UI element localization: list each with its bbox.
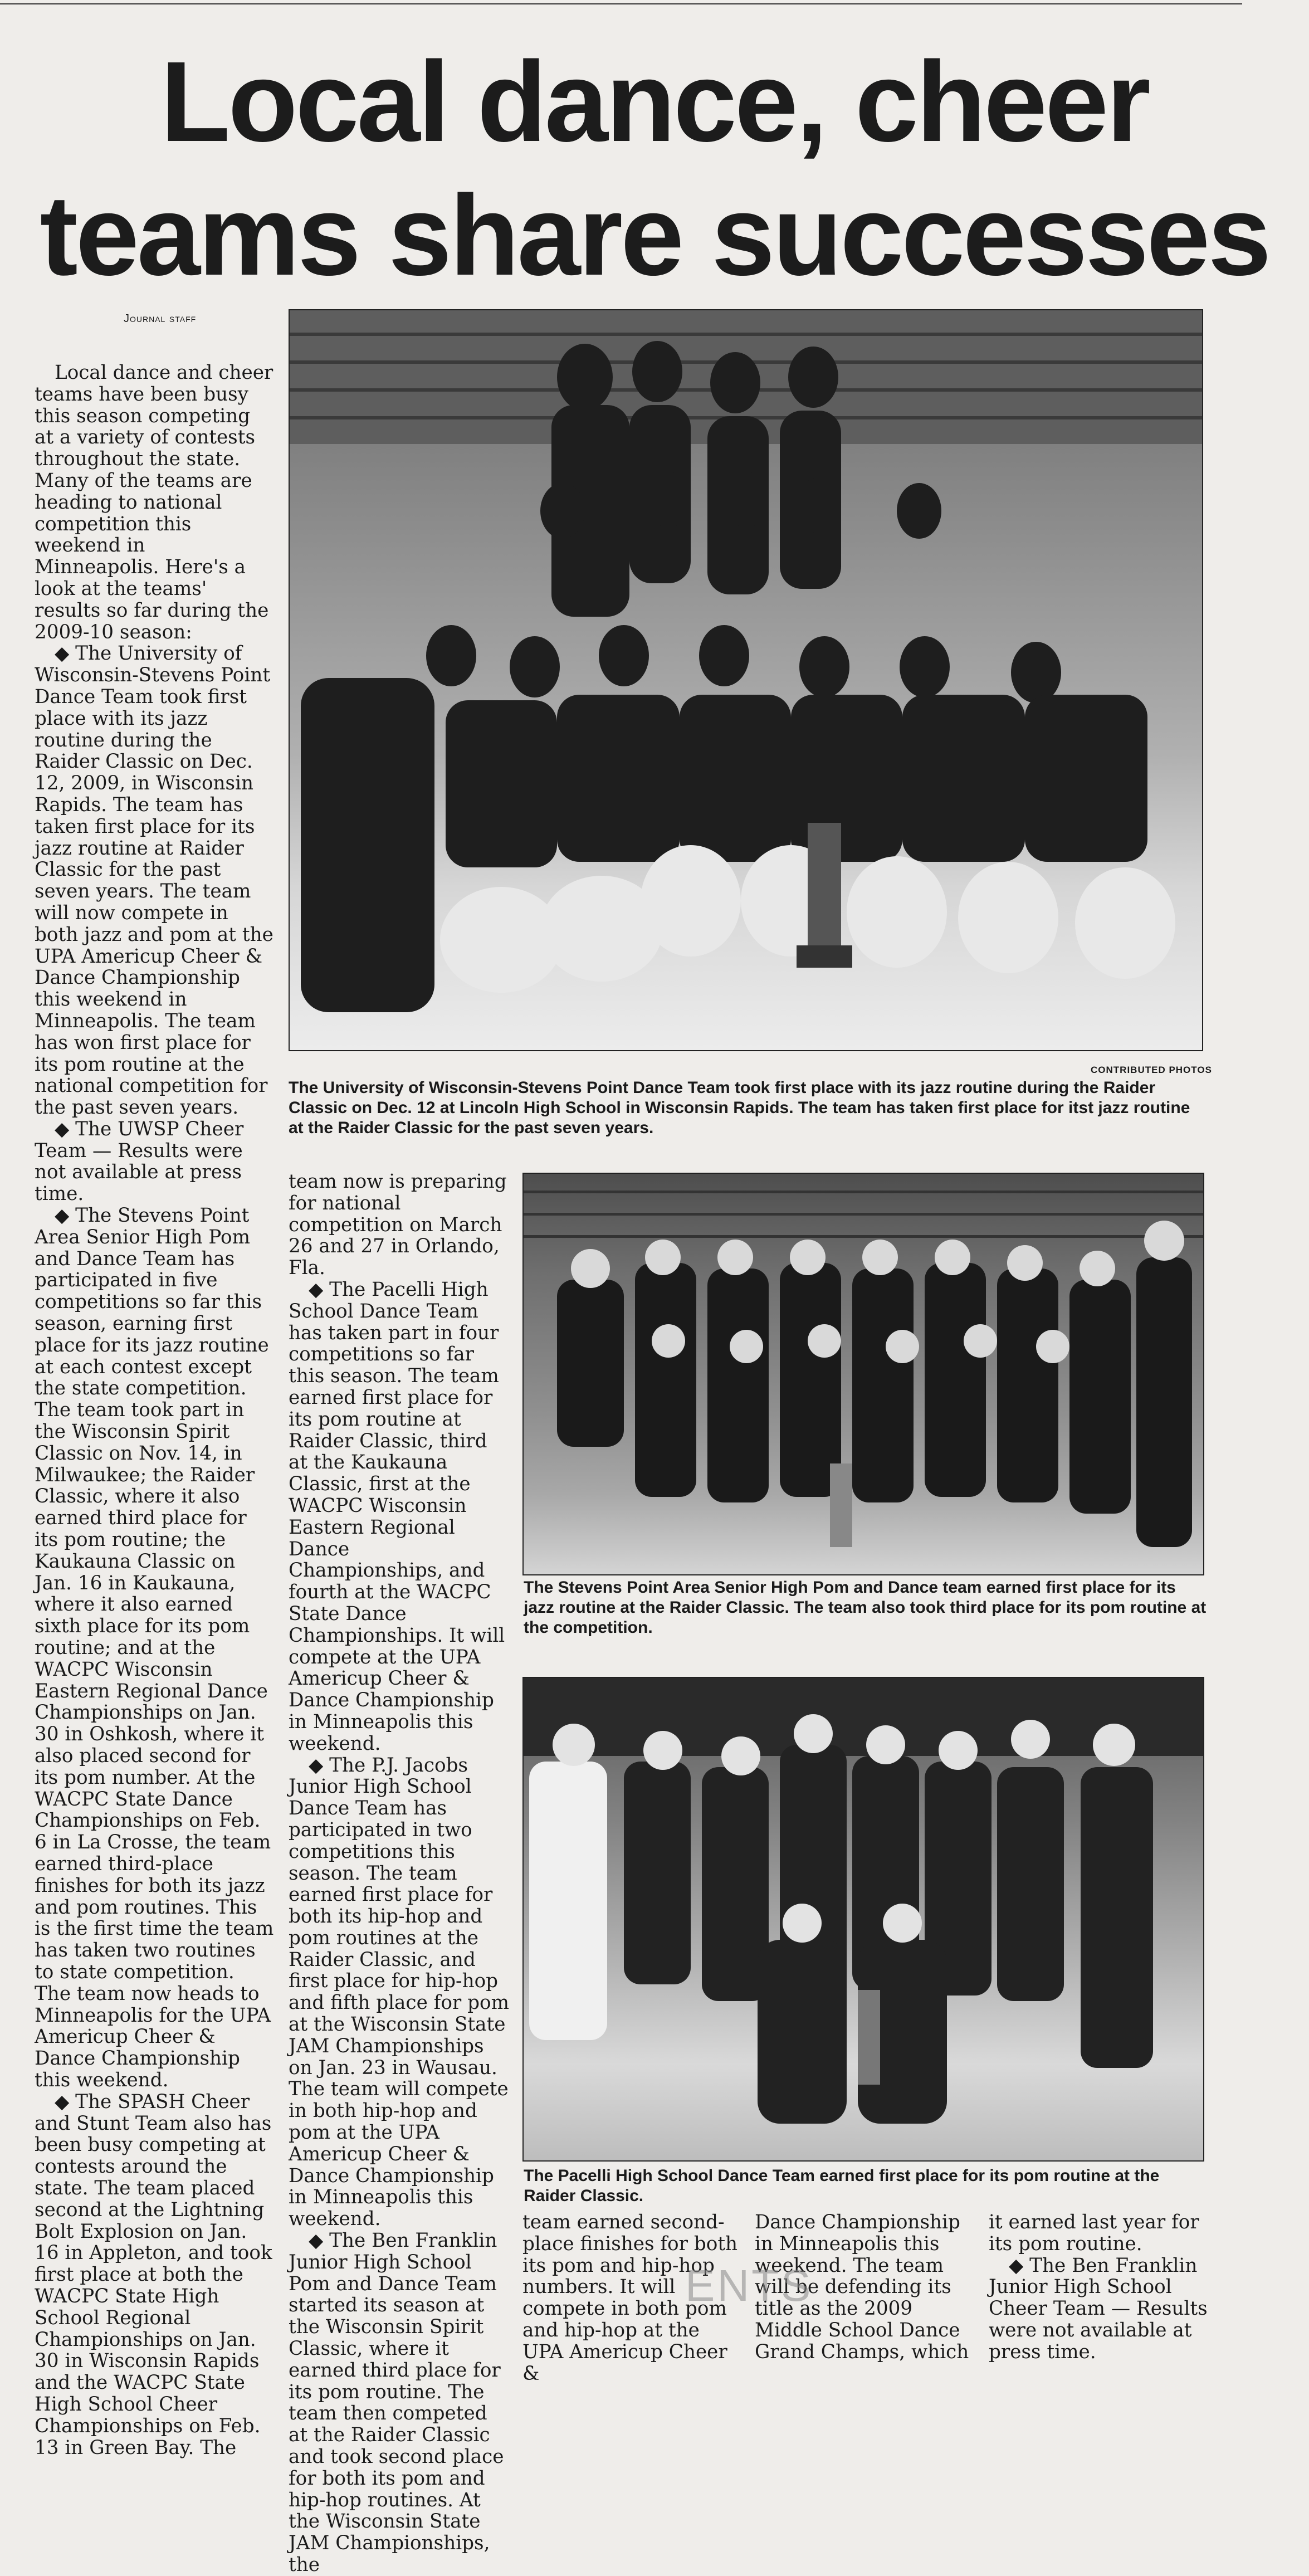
photo-uwsp-dance-team-image	[290, 310, 1203, 1051]
photo-pacelli-dance-team-image	[524, 1678, 1204, 2162]
paragraph-spash-cheer-cont: team now is preparing for national competition on March 26 and 27 in Orlando, Fla.	[289, 1170, 507, 1280]
paragraph-uwsp-cheer: ◆ The UWSP Cheer Team — Results were not available at press time.	[35, 1118, 244, 1206]
paragraph-ben-franklin-cont-1: team earned second-place finishes for both its pom and hip-hop numbers. It will compete in both pom and hip-hop at the UPA Americup Cheer &	[522, 2211, 738, 2385]
paragraph-ben-franklin-cheer: ◆ The Ben Franklin Junior High School Cheer Team — Results were not available at press time.	[989, 2254, 1208, 2363]
paragraph-spash-cheer: ◆ The SPASH Cheer and Stunt Team also has been busy competing at contests around the state. The team placed second at the Lightning Bolt Explosion on Jan. 16 in Appleton, and took first place at both the WACPC State High School Regional Championships on Jan. 30 in Wisconsin Rapids and the WACPC State High School Cheer Championships on Feb. 13 in Green Bay. The	[35, 2090, 272, 2459]
paragraph-spash-dance: ◆ The Stevens Point Area Senior High Pom and Dance Team has participated in five competitions so far this season, earning first place for its jazz routine at each contest except the state competition. The team took part in the Wisconsin Spirit Classic on Nov. 14, in Milwaukee; the Raider Classic, where it also earned third place for its pom routine; the Kaukauna Classic on Jan. 16 in Kaukauna, where it also earned sixth place for its pom routine; and at the WACPC Wisconsin Eastern Regional Dance Championships on Jan. 30 in Oshkosh, where it also placed second for its pom number. At the WACPC State Dance Championships on Feb. 6 in La Crosse, the team earned third-place finishes for both its jazz and pom routines. This is the first time the team has taken two routines to state competition. The team now heads to Minneapolis for the UPA Americup Cheer & Dance Championship this weekend.	[35, 1204, 274, 2091]
caption-spash-dance-team: The Stevens Point Area Senior High Pom and Dance team earned first place for its jazz routine at the Raider Classic. The team also took third place for its pom routine at the competition.	[524, 1578, 1207, 1637]
photo-uwsp-dance-team	[289, 309, 1203, 1051]
paragraph-ben-franklin-cont-2: Dance Championship in Minneapolis this weekend. The team will be defending its title as the 2009 Middle School Dance Grand Champs, which	[755, 2211, 969, 2363]
top-rule	[0, 3, 1242, 4]
paragraph-ben-franklin-cont-3: it earned last year for its pom routine.	[989, 2211, 1199, 2255]
headline-line-2: teams share successes	[40, 172, 1269, 299]
article-column-2	[289, 1171, 509, 2576]
paragraph-intro: Local dance and cheer teams have been busy this season competing at a variety of contests throughout the state. Many of the teams are heading to national competition this weekend in Minneapolis. Here's a look at the teams' results so far during the 2009-10 season:	[35, 362, 273, 643]
watermark-text: ENTS	[685, 2261, 813, 2310]
photo-spash-dance-team	[522, 1173, 1204, 1575]
headline-line-1: Local dance, cheer	[160, 38, 1149, 165]
photo-credit: CONTRIBUTED PHOTOS	[1091, 1065, 1212, 1075]
paragraph-pj-jacobs: ◆ The P.J. Jacobs Junior High School Dance Team has participated in two competitions this season. The team earned first place for both its hip-hop and pom routines at the Raider Classic, and first place for hip-hop and fifth place for pom at the Wisconsin State JAM Championships on Jan. 23 in Wausau. The team will compete in both hip-hop and pom at the UPA Americup Cheer & Dance Championship in Minneapolis this weekend.	[289, 1754, 510, 2231]
article-column-5	[989, 2212, 1212, 2363]
paragraph-pacelli: ◆ The Pacelli High School Dance Team has taken part in four competitions so far this season. The team earned first place for its pom routine at Raider Classic, third at the Kaukauna Classic, first at the WACPC Wisconsin Eastern Regional Dance Championships, and fourth at the WACPC State Dance Championships. It will compete at the UPA Americup Cheer & Dance Championship in Minneapolis this weekend.	[289, 1278, 505, 1755]
byline: Journal staff	[124, 313, 197, 325]
paragraph-ben-franklin-dance: ◆ The Ben Franklin Junior High School Pom and Dance Team started its season at the Wisconsin Spirit Classic, where it earned third place for its pom routine. The team then competed at the Raider Classic and took second place for both its pom and hip-hop routines. At the Wisconsin State JAM Championships, the	[289, 2229, 504, 2576]
article-column-1	[35, 362, 274, 2458]
photo-spash-dance-team-image	[524, 1174, 1204, 1575]
paragraph-uwsp-dance: ◆ The University of Wisconsin-Stevens Point Dance Team took first place with its jazz routine during the Raider Classic on Dec. 12, 2009, in Wisconsin Rapids. The team has taken first place for its jazz routine at Raider Classic for the past seven years. The team will now compete in both jazz and pom at the UPA Americup Cheer & Dance Championship this weekend in Minneapolis. The team has won first place for its pom routine at the national competition for the past seven years.	[35, 642, 273, 1119]
photo-pacelli-dance-team	[522, 1677, 1204, 2162]
caption-pacelli-dance-team: The Pacelli High School Dance Team earned first place for its pom routine at the Raider Classic.	[524, 2167, 1160, 2205]
caption-uwsp-dance-team: The University of Wisconsin-Stevens Point Dance Team took first place with its jazz routine during the Raider Classic on Dec. 12 at Lincoln High School in Wisconsin Rapids. The team has taken first place for itst jazz routine at the Raider Classic for the past seven years.	[289, 1079, 1190, 1137]
